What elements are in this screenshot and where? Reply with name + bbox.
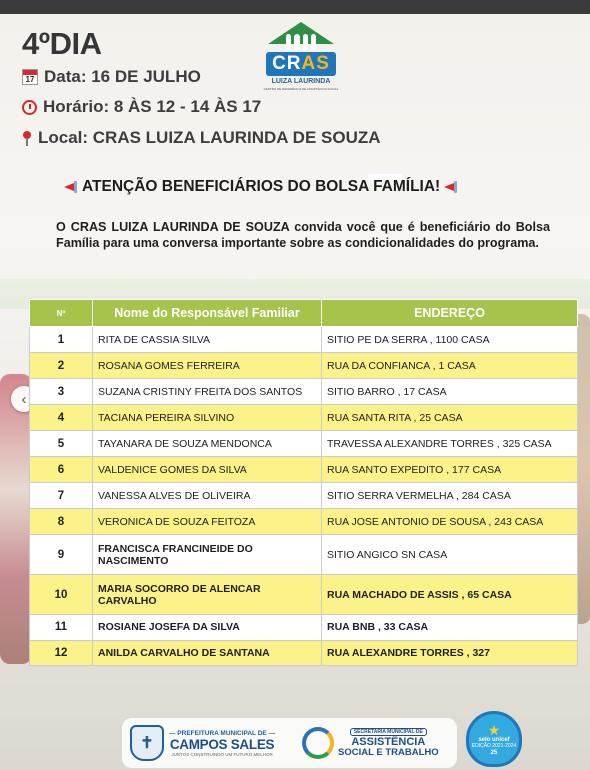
row-address: RUA SANTA RITA , 25 CASA bbox=[322, 405, 578, 431]
row-address: RUA SANTO EXPEDITO , 177 CASA bbox=[322, 457, 578, 483]
row-address: RUA JOSE ANTONIO DE SOUSA , 243 CASA bbox=[322, 509, 578, 535]
unicef-seal-edition: EDIÇÃO 2021-2024 bbox=[471, 742, 517, 749]
chevron-left-icon: ‹ bbox=[21, 390, 27, 408]
unicef-seal-number: 25 bbox=[490, 749, 498, 756]
secretaria-text bbox=[338, 728, 439, 758]
cras-logo-text: CRAS bbox=[266, 52, 336, 76]
column-header-number: Nº bbox=[30, 300, 93, 327]
row-number: 8 bbox=[30, 509, 93, 535]
attention-text: ATENÇÃO BENEFICIÁRIOS DO BOLSA FAMÍLIA! bbox=[82, 178, 441, 195]
table-row bbox=[30, 575, 578, 615]
secretaria-line3: SOCIAL E TRABALHO bbox=[338, 747, 439, 758]
intro-paragraph: O CRAS LUIZA LAURINDA DE SOUZA convida você que é beneficiário do Bolsa Família para uma conversa importante sobre as condicionalidades do programa. bbox=[56, 220, 550, 250]
table-row bbox=[30, 353, 578, 379]
row-name: ROSANA GOMES FERREIRA bbox=[93, 353, 322, 379]
background-people-left bbox=[0, 374, 32, 664]
row-number: 7 bbox=[30, 483, 93, 509]
row-name: VERONICA DE SOUZA FEITOZA bbox=[93, 509, 322, 535]
row-address: TRAVESSA ALEXANDRE TORRES , 325 CASA bbox=[322, 431, 578, 457]
megaphone-icon bbox=[64, 181, 78, 193]
row-number: 11 bbox=[30, 615, 93, 641]
location-pin-icon bbox=[22, 131, 32, 146]
attention-heading bbox=[64, 178, 458, 196]
table-row bbox=[30, 405, 578, 431]
date-text: Data: 16 DE JULHO bbox=[44, 67, 201, 86]
cras-logo bbox=[262, 22, 340, 92]
date-line bbox=[22, 67, 201, 87]
star-icon: ★ bbox=[487, 721, 501, 738]
row-name: FRANCISCA FRANCINEIDE DO NASCIMENTO bbox=[93, 535, 322, 575]
cras-logo-tagline: CENTRO DE REFERÊNCIA DE ASSISTÊNCIA SOCIAL bbox=[263, 87, 339, 91]
row-address: RUA MACHADO DE ASSIS , 65 CASA bbox=[322, 575, 578, 615]
prefeitura-name: CAMPOS SALES bbox=[169, 736, 275, 752]
prefeitura-line1: — PREFEITURA MUNICIPAL DE — bbox=[169, 729, 276, 737]
row-number: 6 bbox=[30, 457, 93, 483]
row-number: 3 bbox=[30, 379, 93, 405]
table-header-row bbox=[30, 300, 578, 327]
clock-icon bbox=[22, 100, 37, 115]
row-address: SITIO PE DA SERRA , 1100 CASA bbox=[322, 327, 578, 353]
top-bar bbox=[0, 0, 590, 14]
secretaria-logo bbox=[302, 723, 452, 763]
table-row bbox=[30, 379, 578, 405]
time-line bbox=[22, 97, 261, 117]
column-header-name: Nome do Responsável Familiar bbox=[93, 300, 322, 327]
row-number: 2 bbox=[30, 353, 93, 379]
prefeitura-text bbox=[169, 730, 275, 757]
row-name: VALDENICE GOMES DA SILVA bbox=[93, 457, 322, 483]
row-name: MARIA SOCORRO DE ALENCAR CARVALHO bbox=[93, 575, 322, 615]
row-number: 10 bbox=[30, 575, 93, 615]
prefeitura-logo bbox=[130, 723, 290, 763]
secretaria-line2: ASSISTÊNCIA bbox=[351, 736, 426, 748]
row-address: SITIO ANGICO SN CASA bbox=[322, 535, 578, 575]
table-row bbox=[30, 431, 578, 457]
megaphone-icon bbox=[444, 181, 458, 193]
row-name: ANILDA CARVALHO DE SANTANA bbox=[93, 640, 322, 666]
row-address: SITIO SERRA VERMELHA , 284 CASA bbox=[322, 483, 578, 509]
beneficiaries-table bbox=[29, 299, 578, 666]
row-address: RUA BNB , 33 CASA bbox=[322, 615, 578, 641]
row-name: SUZANA CRISTINY FREITA DOS SANTOS bbox=[93, 379, 322, 405]
table-row bbox=[30, 640, 578, 666]
row-name: VANESSA ALVES DE OLIVEIRA bbox=[93, 483, 322, 509]
table-row bbox=[30, 327, 578, 353]
calendar-icon: 17 bbox=[22, 69, 38, 85]
time-text: Horário: 8 ÀS 12 - 14 ÀS 17 bbox=[43, 97, 262, 116]
unicef-seal bbox=[466, 711, 522, 767]
cras-logo-subtitle: LUIZA LAURINDA bbox=[271, 78, 331, 85]
city-crest-icon: ✝ bbox=[130, 725, 164, 761]
row-address: SITIO BARRO , 17 CASA bbox=[322, 379, 578, 405]
unicef-seal-title: selo unicef bbox=[478, 736, 510, 743]
location-text: Local: CRAS LUIZA LAURINDA DE SOUZA bbox=[38, 128, 381, 147]
secretaria-emblem-icon bbox=[302, 727, 334, 759]
row-address: RUA DA CONFIANCA , 1 CASA bbox=[322, 353, 578, 379]
table-row bbox=[30, 615, 578, 641]
row-name: TACIANA PEREIRA SILVINO bbox=[93, 405, 322, 431]
table-row bbox=[30, 509, 578, 535]
table-row bbox=[30, 483, 578, 509]
secretaria-line1: SECRETARIA MUNICIPAL DE bbox=[350, 728, 427, 736]
day-title: 4ºDIA bbox=[22, 26, 102, 61]
row-name: RITA DE CASSIA SILVA bbox=[93, 327, 322, 353]
family-icon bbox=[286, 34, 316, 52]
row-name: TAYANARA DE SOUZA MENDONCA bbox=[93, 431, 322, 457]
row-number: 9 bbox=[30, 535, 93, 575]
table-row bbox=[30, 535, 578, 575]
row-number: 5 bbox=[30, 431, 93, 457]
row-name: ROSIANE JOSEFA DA SILVA bbox=[93, 615, 322, 641]
location-line bbox=[22, 128, 381, 148]
row-address: RUA ALEXANDRE TORRES , 327 bbox=[322, 640, 578, 666]
table-row bbox=[30, 457, 578, 483]
column-header-address: ENDEREÇO bbox=[322, 300, 578, 327]
prefeitura-slogan: JUNTOS CONSTRUINDO UM FUTURO MELHOR bbox=[171, 751, 273, 757]
row-number: 12 bbox=[30, 640, 93, 666]
row-number: 1 bbox=[30, 327, 93, 353]
row-number: 4 bbox=[30, 405, 93, 431]
